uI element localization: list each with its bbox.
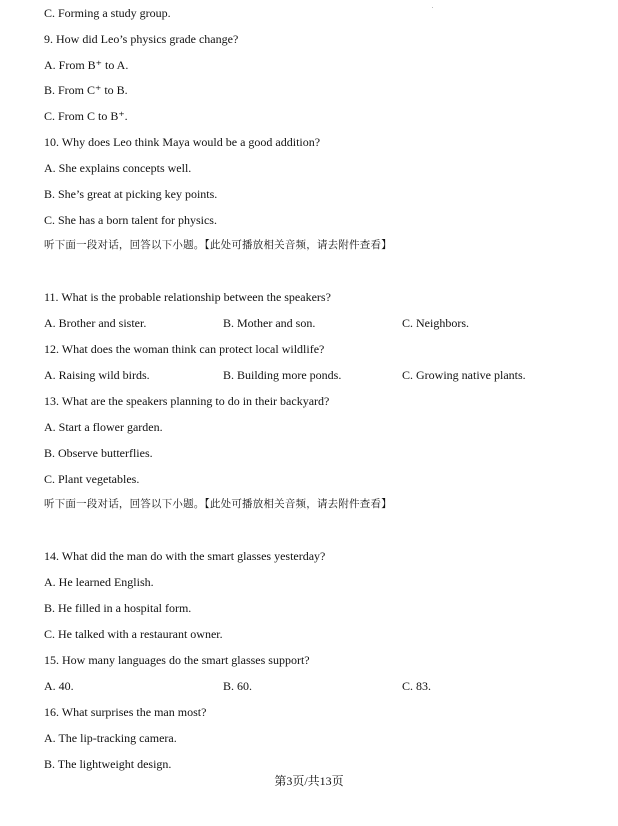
- option-9a: A. From B⁺ to A.: [44, 58, 129, 72]
- question-12: 12. What does the woman think can protect local wildlife?: [44, 342, 325, 356]
- option-16b: B. The lightweight design.: [44, 757, 172, 771]
- option-16a: A. The lip-tracking camera.: [44, 731, 177, 745]
- option-13b: B. Observe butterflies.: [44, 446, 153, 460]
- option-8c: C. Forming a study group.: [44, 6, 171, 20]
- option-14a: A. He learned English.: [44, 575, 154, 589]
- option-11a: A. Brother and sister.: [44, 316, 147, 330]
- option-10a: A. She explains concepts well.: [44, 161, 192, 175]
- option-14b: B. He filled in a hospital form.: [44, 601, 192, 615]
- option-11b: B. Mother and son.: [223, 316, 316, 330]
- option-15a: A. 40.: [44, 679, 74, 693]
- option-10c: C. She has a born talent for physics.: [44, 213, 217, 227]
- question-14: 14. What did the man do with the smart glasses yesterday?: [44, 549, 326, 563]
- option-15b: B. 60.: [223, 679, 253, 693]
- options-row-15: [44, 679, 584, 693]
- option-12a: A. Raising wild birds.: [44, 368, 150, 382]
- audio-instruction-2: 听下面一段对话，回答以下小题。【此处可播放相关音频，请去附件查看】: [44, 498, 392, 510]
- question-15: 15. How many languages do the smart glasses support?: [44, 653, 310, 667]
- option-10b: B. She’s great at picking key points.: [44, 187, 218, 201]
- option-9c: C. From C to B⁺.: [44, 109, 128, 123]
- options-row-12: [44, 368, 584, 382]
- page-number-footer: 第3页/共13页: [274, 774, 344, 788]
- option-12c: C. Growing native plants.: [402, 368, 526, 382]
- option-12b: B. Building more ponds.: [223, 368, 342, 382]
- option-13c: C. Plant vegetables.: [44, 472, 140, 486]
- question-10: 10. Why does Leo think Maya would be a good addition?: [44, 135, 321, 149]
- question-16: 16. What surprises the man most?: [44, 705, 207, 719]
- option-13a: A. Start a flower garden.: [44, 420, 163, 434]
- option-11c: C. Neighbors.: [402, 316, 469, 330]
- option-14c: C. He talked with a restaurant owner.: [44, 627, 223, 641]
- option-15c: C. 83.: [402, 679, 432, 693]
- option-9b: B. From C⁺ to B.: [44, 83, 128, 97]
- question-13: 13. What are the speakers planning to do in their backyard?: [44, 394, 330, 408]
- scan-speck: [432, 7, 433, 8]
- options-row-11: [44, 316, 584, 330]
- audio-instruction-1: 听下面一段对话，回答以下小题。【此处可播放相关音频，请去附件查看】: [44, 239, 392, 251]
- question-9: 9. How did Leo’s physics grade change?: [44, 32, 239, 46]
- question-11: 11. What is the probable relationship between the speakers?: [44, 290, 331, 304]
